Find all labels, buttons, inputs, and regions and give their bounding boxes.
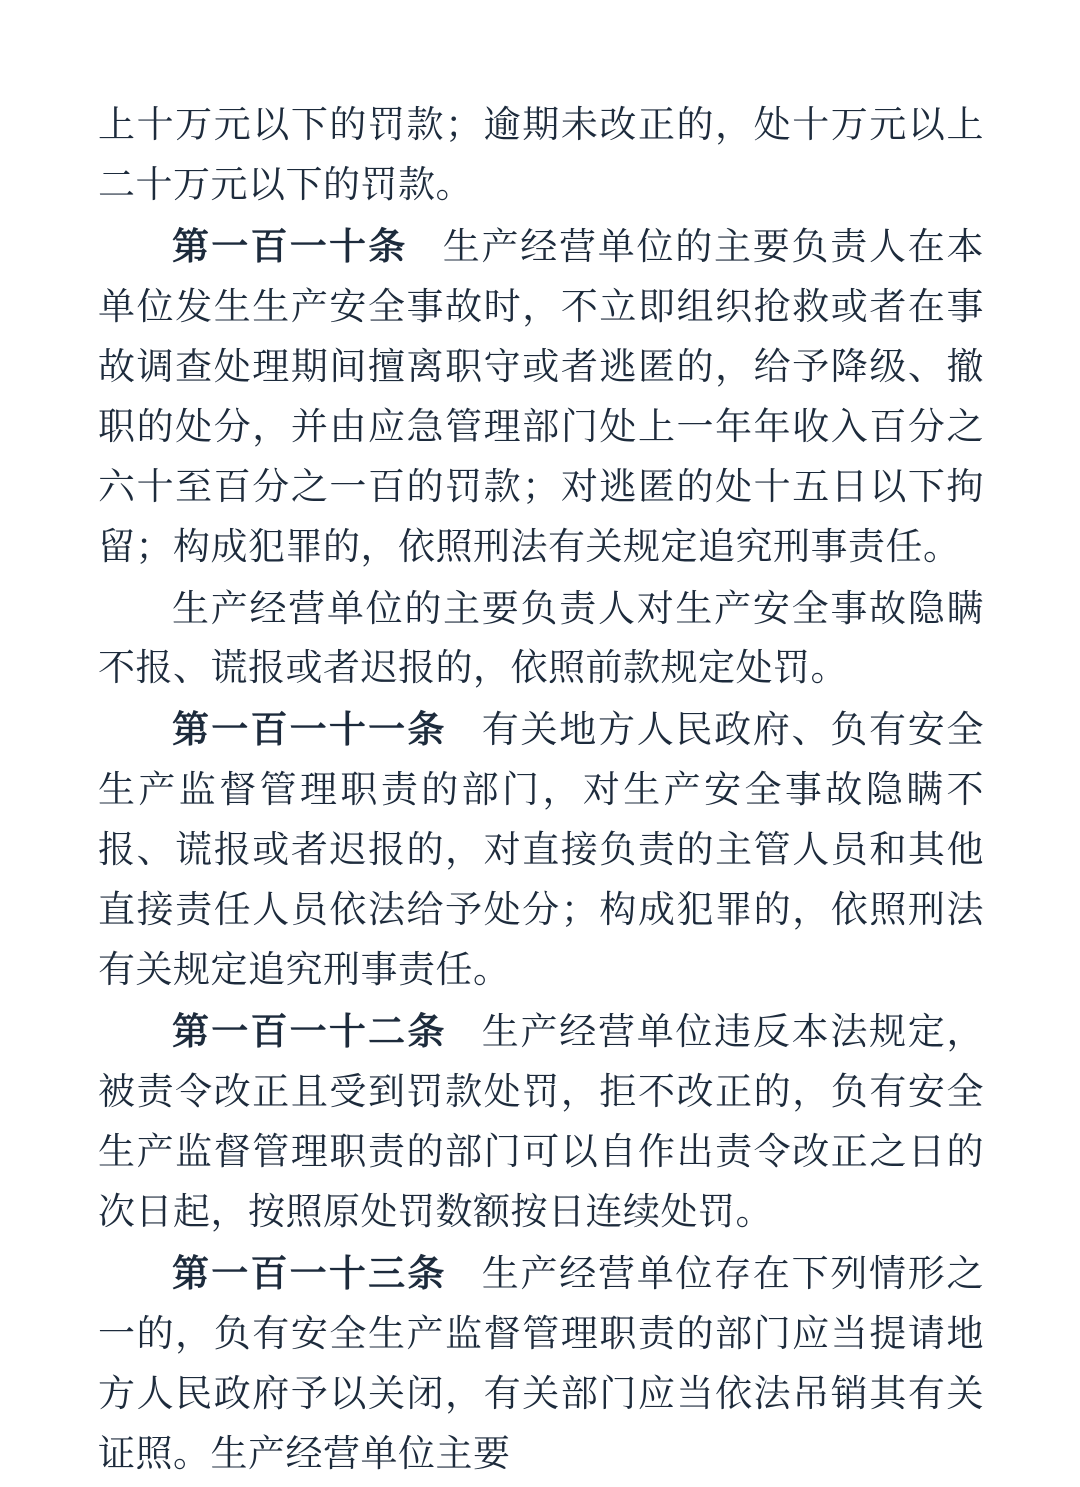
paragraph-text: 生产经营单位违反本法规定，被责令改正且受到罚款处罚，拒不改正的，负有安全生产监督管理职责的部门可以自作出责令改正之日的次日起，按照原处罚数额按日连续处罚。 xyxy=(98,1012,985,1233)
paragraph-article-113 xyxy=(98,1245,984,1485)
paragraph-text: 生产经营单位存在下列情形之一的，负有安全生产监督管理职责的部门应当提请地方人民政府予以关闭，有关部门应当依法吊销其有关证照。生产经营单位主要 xyxy=(98,1253,985,1475)
paragraph-text: 上十万元以下的罚款；逾期未改正的，处十万元以上二十万元以下的罚款。 xyxy=(98,105,984,206)
article-number-110: 第一百一十条 xyxy=(172,226,408,268)
paragraph-article-111 xyxy=(98,701,984,1001)
paragraph-article-110 xyxy=(98,218,984,578)
article-number-111: 第一百一十一条 xyxy=(172,710,447,752)
paragraph-text: 生产经营单位的主要负责人对生产安全事故隐瞒不报、谎报或者迟报的，依照前款规定处罚。 xyxy=(98,588,984,690)
article-number-113: 第一百一十三条 xyxy=(172,1253,447,1295)
paragraph-article-112 xyxy=(98,1003,984,1243)
paragraph-continuation xyxy=(98,96,984,216)
paragraph-text: 生产经营单位的主要负责人在本单位发生生产安全事故时，不立即组织抢救或者在事故调查处理期间擅离职守或者逃匿的，给予降级、撤职的处分，并由应急管理部门处上一年年收入百分之六十至百分之一百的罚款；对逃匿的处十五日以下拘留；构成犯罪的，依照刑法有关规定追究刑事责任。 xyxy=(98,226,984,568)
document-body xyxy=(98,96,984,1487)
article-number-112: 第一百一十二条 xyxy=(172,1012,447,1054)
paragraph-article-110-clause-2 xyxy=(98,580,984,700)
paragraph-text: 有关地方人民政府、负有安全生产监督管理职责的部门，对生产安全事故隐瞒不报、谎报或者迟报的，对直接负责的主管人员和其他直接责任人员依法给予处分；构成犯罪的，依照刑法有关规定追究刑事责任。 xyxy=(98,710,985,992)
